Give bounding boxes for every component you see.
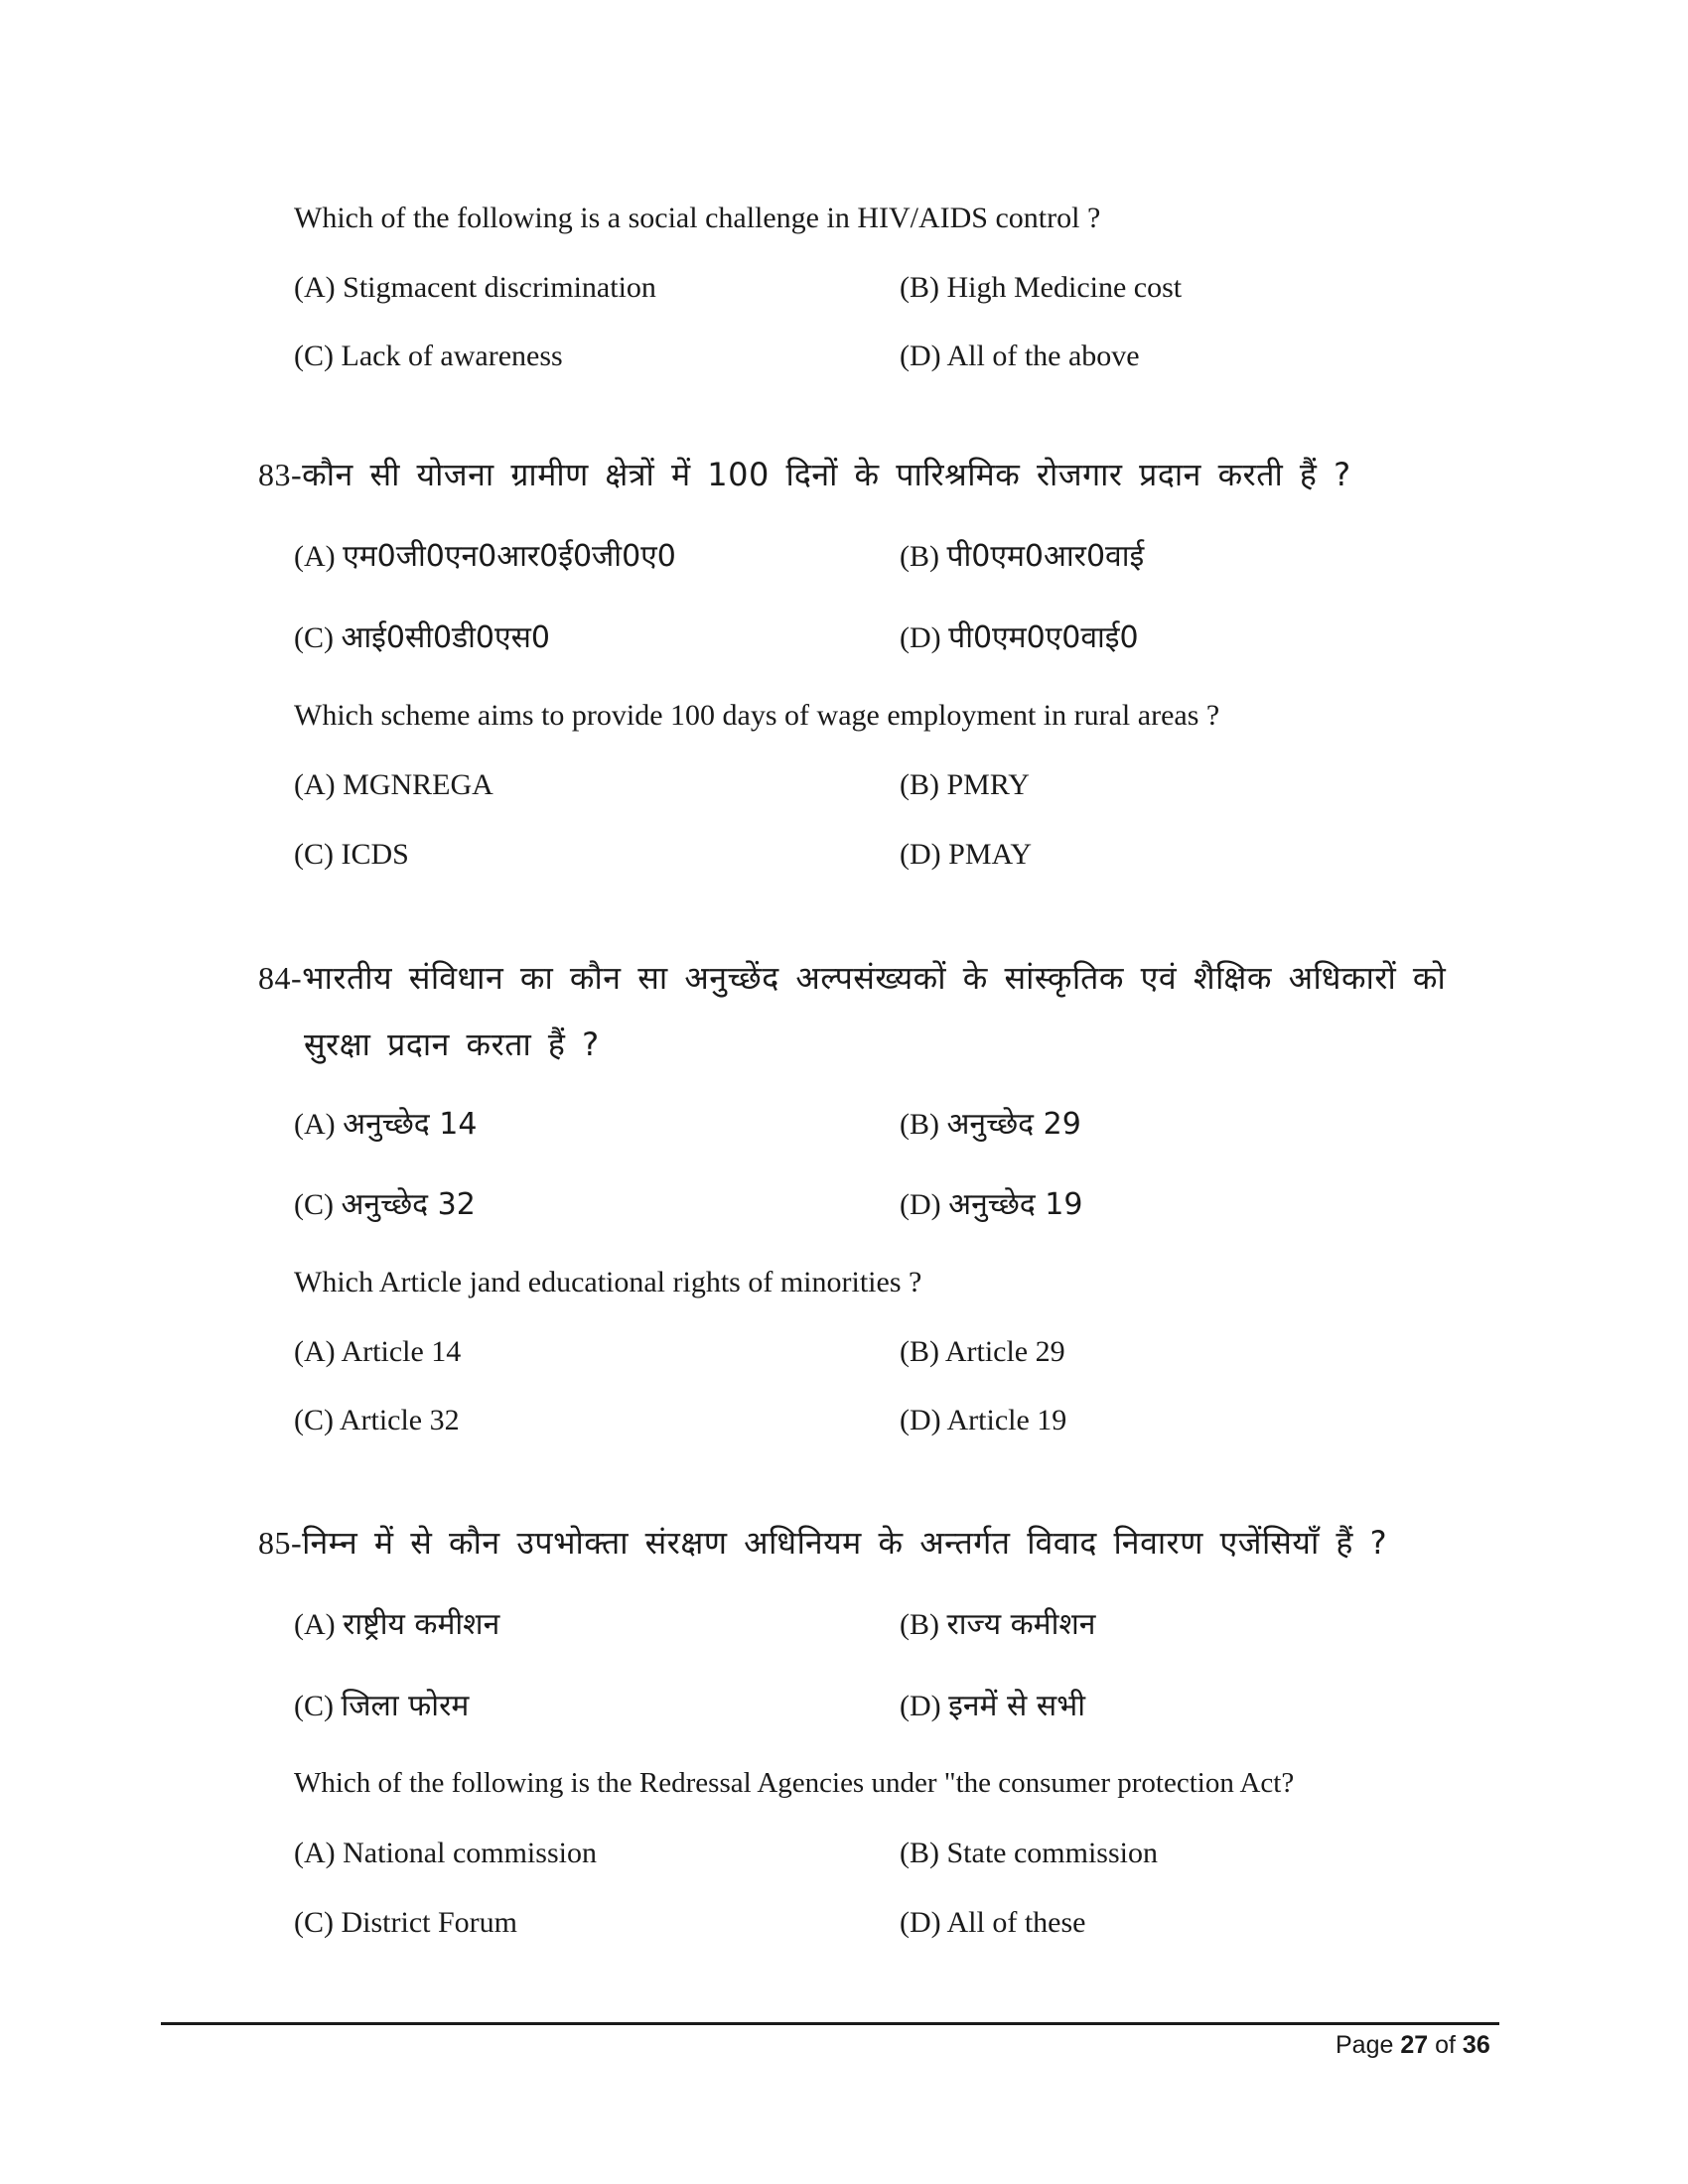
q85-number: 85- [258,1525,303,1561]
q85-option-b: (B) State commission [900,1837,1158,1869]
page-total: 36 [1462,2031,1490,2059]
option-text: राष्ट्रीय कमीशन [343,1607,500,1642]
q84-hindi-text: भारतीय संविधान का कौन सा अनुच्छेंद अल्पसंख्यकों के सांस्कृतिक एवं शैक्षिक अधिकारों को [302,959,1447,997]
q82-option-a: (A) Stigmacent discrimination [294,271,656,304]
q83-hindi-option-b [900,534,1144,575]
q84-hindi-option-c [294,1182,476,1223]
option-label: (B) [900,1608,939,1641]
option-text: अनुच्छेद 29 [946,1107,1081,1142]
option-label: (D) [900,621,941,654]
page-word: Page [1336,2031,1394,2059]
q83-hindi-text: कौन सी योजना ग्रामीण क्षेत्रों में 100 दिनों के पारिश्रमिक रोजगार प्रदान करती हैं ? [302,456,1351,493]
q82-option-b: (B) High Medicine cost [900,271,1183,304]
q85-hindi-option-d [900,1684,1085,1724]
q85-option-c: (C) District Forum [294,1906,517,1939]
q85-option-d: (D) All of these [900,1906,1086,1939]
q84-option-c: (C) Article 32 [294,1404,460,1436]
q84-english-question: Which Article jand educational rights of minorities ? [294,1266,922,1298]
q83-hindi-option-a [294,534,676,575]
option-label: (A) [294,1608,336,1641]
q83-hindi-question [258,453,1351,495]
option-label: (C) [294,621,334,654]
q84-hindi-question-cont: सुरक्षा प्रदान करता हैं ? [304,1025,600,1063]
q84-number: 84- [258,960,303,996]
footer-divider [161,2022,1499,2025]
of-word: of [1435,2031,1456,2059]
option-label: (A) [294,1108,336,1141]
q85-option-a: (A) National commission [294,1837,597,1869]
q83-hindi-option-d [900,615,1139,656]
q85-english-question: Which of the following is the Redressal Agencies under "the consumer protection Act? [294,1767,1295,1799]
q83-english-question: Which scheme aims to provide 100 days of wage employment in rural areas ? [294,699,1220,732]
q82-option-d: (D) All of the above [900,340,1140,372]
option-label: (B) [900,1108,939,1141]
q84-option-b: (B) Article 29 [900,1335,1065,1368]
q83-number: 83- [258,457,303,492]
option-text: आई0सी0डी0एस0 [341,620,550,655]
q84-option-d: (D) Article 19 [900,1404,1067,1436]
q83-option-c: (C) ICDS [294,838,409,871]
option-label: (C) [294,1690,334,1722]
option-text: अनुच्छेद 32 [341,1187,476,1222]
option-label: (D) [900,1690,941,1722]
q83-option-a: (A) MGNREGA [294,768,493,801]
option-text: अनुच्छेद 14 [343,1107,478,1142]
q82-option-c: (C) Lack of awareness [294,340,563,372]
q83-option-d: (D) PMAY [900,838,1033,871]
option-text: जिला फोरम [341,1689,470,1723]
q85-hindi-option-b [900,1602,1095,1643]
q85-hindi-text: निम्न में से कौन उपभोक्ता संरक्षण अधिनियम के अन्तर्गत विवाद निवारण एजेंसियाँ हैं ? [302,1524,1388,1562]
option-text: अनुच्छेद 19 [948,1187,1083,1222]
option-label: (C) [294,1188,334,1221]
option-label: (B) [900,540,939,573]
q85-hindi-question [258,1521,1387,1564]
page-current: 27 [1400,2031,1429,2059]
q84-hindi-option-d [900,1182,1082,1223]
q84-hindi-option-a [294,1102,477,1143]
q84-hindi-question [258,956,1446,999]
q84-option-a: (A) Article 14 [294,1335,462,1368]
page-number [1336,2031,1490,2060]
option-label: (A) [294,540,336,573]
option-text: पी0एम0आर0वाई [946,539,1145,574]
q83-hindi-option-c [294,615,550,656]
option-text: राज्य कमीशन [946,1607,1096,1642]
q85-hindi-option-a [294,1602,499,1643]
q84-hindi-option-b [900,1102,1081,1143]
option-text: पी0एम0ए0वाई0 [948,620,1139,655]
option-text: एम0जी0एन0आर0ई0जी0ए0 [343,539,676,574]
q85-hindi-option-c [294,1684,469,1724]
q82-english-question: Which of the following is a social challenge in HIV/AIDS control ? [294,202,1101,234]
q83-option-b: (B) PMRY [900,768,1030,801]
option-text: इनमें से सभी [948,1689,1085,1723]
option-label: (D) [900,1188,941,1221]
